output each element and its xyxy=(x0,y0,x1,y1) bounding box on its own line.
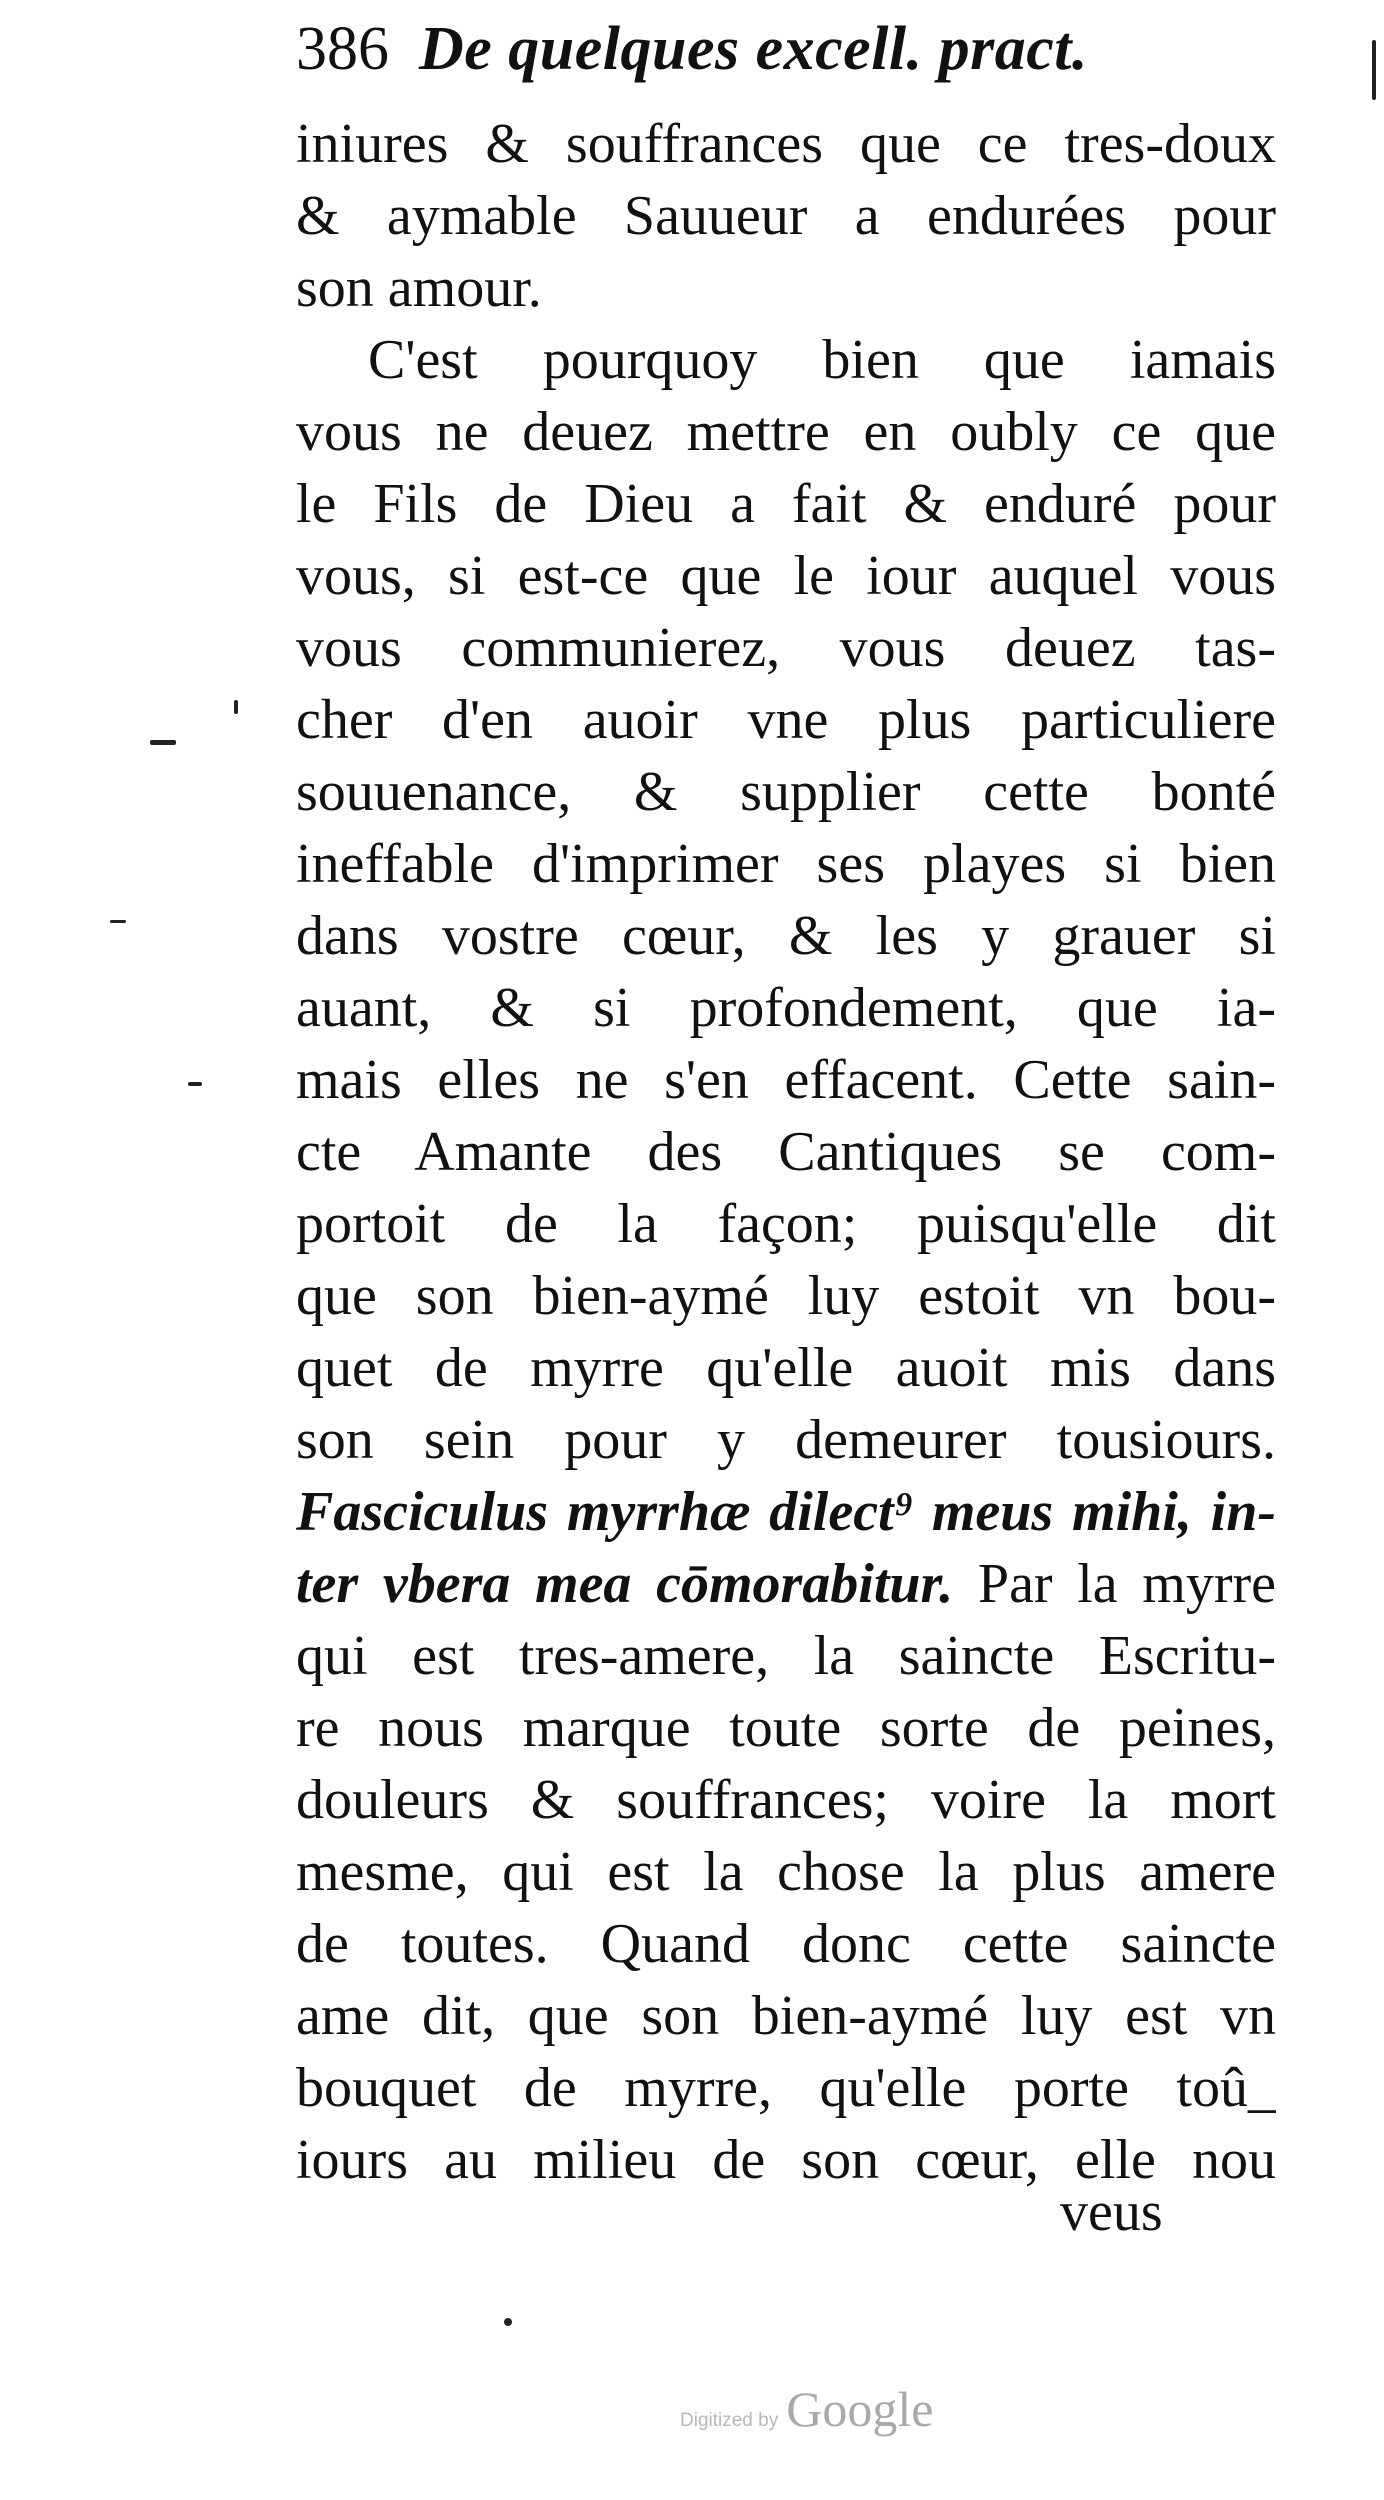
scan-speck xyxy=(1372,40,1376,100)
scan-speck xyxy=(150,740,176,745)
scan-speck xyxy=(504,2318,512,2326)
running-head: De quelques excell. pract. xyxy=(419,15,1089,83)
text-line: dans vostre cœur, & les y grauer si xyxy=(296,905,1276,967)
text-line: souuenance, & supplier cette bonté xyxy=(296,761,1276,823)
text-line: & aymable Sauueur a endurées pour xyxy=(296,185,1276,247)
digitization-stamp xyxy=(680,2380,933,2438)
scan-speck xyxy=(188,1082,202,1086)
body-text xyxy=(296,108,1276,2196)
text-line: de toutes. Quand donc cette saincte xyxy=(296,1913,1276,1975)
text-line: iours au milieu de son cœur, elle nou xyxy=(296,2129,1276,2191)
text-line: son sein pour y demeurer tousiours. xyxy=(296,1409,1276,1471)
stamp-prefix: Digitized by xyxy=(680,2410,779,2431)
text-line: auant, & si profondement, que ia- xyxy=(296,977,1276,1039)
text-line: ame dit, que son bien-aymé luy est vn xyxy=(296,1985,1276,2047)
text-line: iniures & souffrances que ce tres-doux xyxy=(296,113,1276,175)
text-line: vous ne deuez mettre en oubly ce que xyxy=(296,401,1276,463)
text-line: re nous marque toute sorte de peines, xyxy=(296,1697,1276,1759)
latin-quote: ter vbera mea cōmorabitur. xyxy=(296,1553,954,1615)
text-line xyxy=(296,1548,1276,1620)
text-line: vous, si est-ce que le iour auquel vous xyxy=(296,545,1276,607)
line-continuation: Par la myrre xyxy=(953,1553,1276,1615)
text-line: vous communierez, vous deuez tas- xyxy=(296,617,1276,679)
scan-speck xyxy=(234,700,238,714)
text-line: bouquet de myrre, qu'elle porte toû_ xyxy=(296,2057,1276,2119)
text-line: portoit de la façon; puisqu'elle dit xyxy=(296,1193,1276,1255)
text-line: cte Amante des Cantiques se com- xyxy=(296,1121,1276,1183)
text-line: le Fils de Dieu a fait & enduré pour xyxy=(296,473,1276,535)
text-line: que son bien-aymé luy estoit vn bou- xyxy=(296,1265,1276,1327)
text-line: son amour. xyxy=(296,257,542,319)
text-line: quet de myrre qu'elle auoit mis dans xyxy=(296,1337,1276,1399)
page-header xyxy=(296,15,1276,108)
catchword: veus xyxy=(1060,2181,1163,2243)
text-line: cher d'en auoir vne plus particuliere xyxy=(296,689,1276,751)
page-number: 386 xyxy=(296,15,389,83)
text-line: mais elles ne s'en effacent. Cette sain- xyxy=(296,1049,1276,1111)
scan-speck xyxy=(110,920,126,923)
text-line: douleurs & souffrances; voire la mort xyxy=(296,1769,1276,1831)
text-line: qui est tres-amere, la saincte Escritu- xyxy=(296,1625,1276,1687)
text-line: ineffable d'imprimer ses playes si bien xyxy=(296,833,1276,895)
stamp-brand: Google xyxy=(786,2381,934,2437)
text-line: mesme, qui est la chose la plus amere xyxy=(296,1841,1276,1903)
text-line: Fasciculus myrrhæ dilect⁹ meus mihi, in- xyxy=(296,1481,1276,1543)
text-line: C'est pourquoy bien que iamais xyxy=(368,329,1276,391)
